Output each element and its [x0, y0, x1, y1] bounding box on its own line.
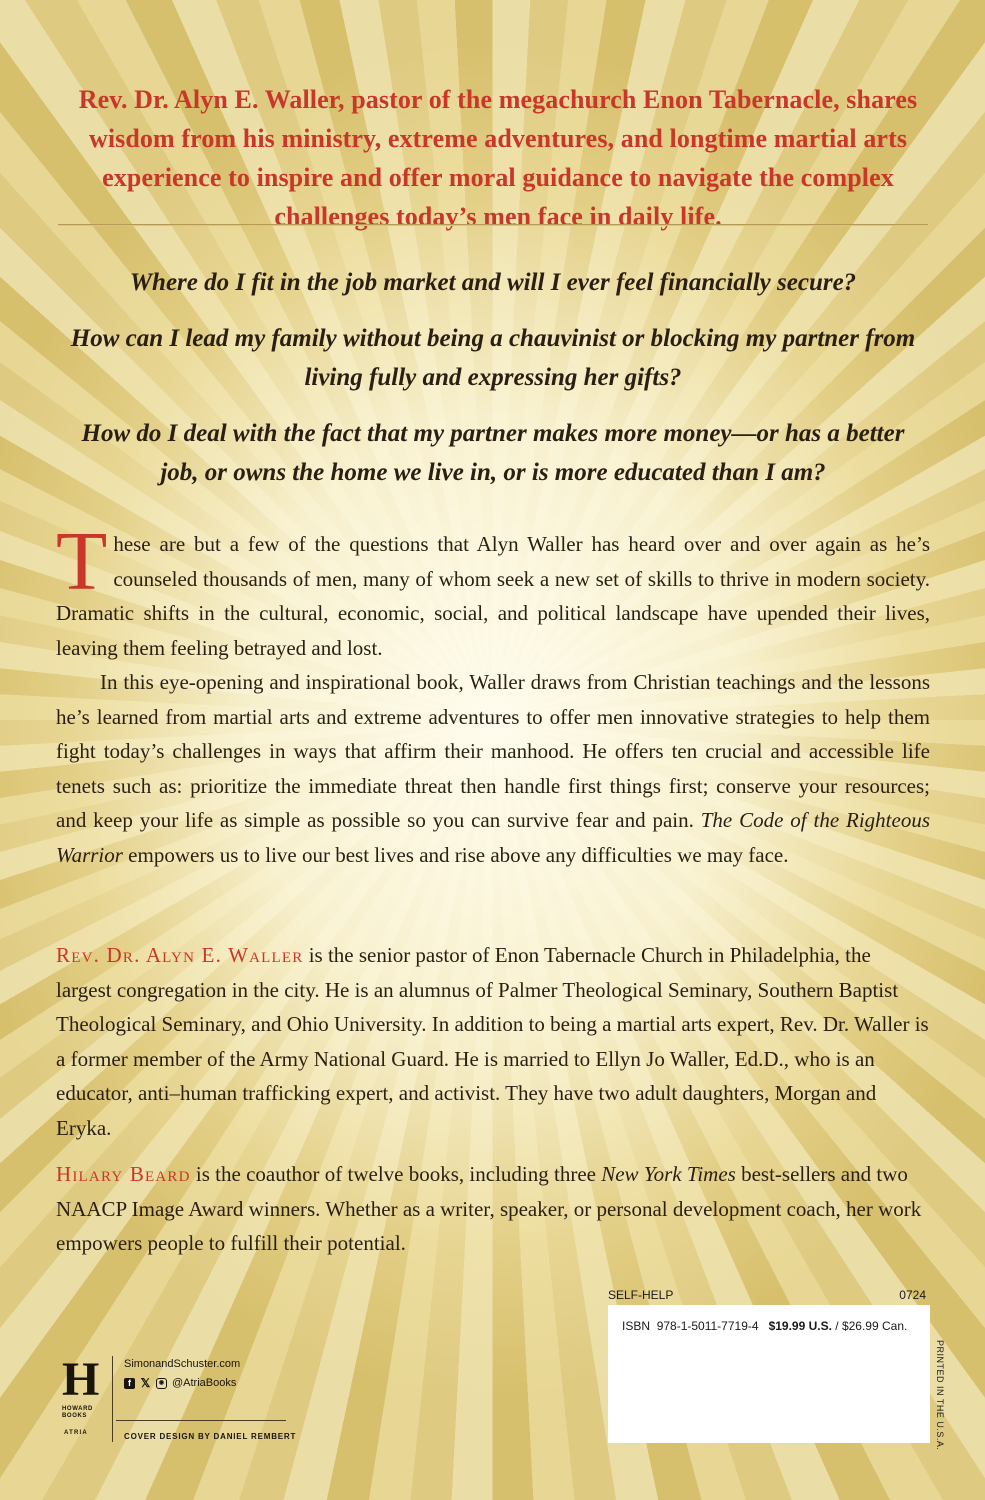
cover-design-credit: COVER DESIGN BY DANIEL REMBERT — [124, 1432, 297, 1441]
website-link[interactable]: SimonandSchuster.com — [124, 1358, 241, 1370]
description-para-1 — [56, 515, 930, 665]
bio-beard-text-end: best-sellers and two NAACP Image Award winners. Whether as a writer, speaker, or personal development coach, her work empowers people to fulfill their potential. — [56, 1162, 922, 1255]
question-2: How can I lead my family without being a chauvinist or blocking my partner from living fully and expressing her gifts? — [70, 325, 916, 391]
nyt-title: New York Times — [601, 1162, 736, 1186]
howard-books-label: HOWARD BOOKS — [62, 1406, 93, 1419]
barcode-code: 0724 — [899, 1288, 926, 1302]
author-name-waller: Rev. Dr. Alyn E. Waller — [56, 943, 304, 967]
description-para-2 — [56, 665, 930, 872]
price-us: $19.99 U.S. — [768, 1319, 832, 1333]
barcode-box — [608, 1305, 930, 1443]
bio-waller-text: is the senior pastor of Enon Tabernacle Church in Philadelphia, the largest congregation in the city. He is an alumnus of Palmer Theological Seminary, Southern Baptist Theological Seminary, and Ohio University. In addition to being a martial arts expert, Rev. Dr. Waller is a former member of the Army National Guard. He is married to Ellyn Jo Waller, Ed.D., who is an educator, anti–human trafficking expert, and activist. They have two adult daughters, Morgan and Eryka. — [56, 943, 929, 1140]
description — [56, 515, 931, 872]
book-title: The Code of the Righteous Warrior — [56, 808, 931, 867]
question-3: How do I deal with the fact that my partner makes more money—or has a better job, or owns the home we live in, or is more educated than I am? — [81, 420, 905, 486]
category-label: SELF-HELP — [608, 1288, 674, 1302]
isbn-number: 978-1-5011-7719-4 — [656, 1319, 759, 1333]
printed-in-usa: PRINTED IN THE U.S.A. — [935, 1340, 945, 1451]
question-1: Where do I fit in the job market and will I ever feel financially secure? — [129, 269, 857, 296]
barcode-header — [608, 1288, 930, 1302]
drop-cap: T — [56, 515, 108, 608]
howard-h-logo: H — [62, 1353, 100, 1406]
social-handle[interactable]: @AtriaBooks — [172, 1377, 237, 1389]
isbn-line — [622, 1319, 922, 1333]
facebook-icon[interactable]: f — [124, 1378, 135, 1389]
publisher-info — [124, 1358, 240, 1389]
author-name-beard: Hilary Beard — [56, 1162, 191, 1186]
cover-design-rule — [116, 1420, 286, 1421]
social-row — [124, 1377, 240, 1389]
isbn-label: ISBN — [622, 1319, 651, 1333]
author-bio-beard — [56, 1157, 930, 1261]
para-2-text-start: In this eye-opening and inspirational book, Waller draws from Christian teachings and the lessons he’s learned from martial arts and extreme adventures to offer men innovative strategies to help them fight today’s challenges in ways that affirm their manhood. He offers ten crucial and accessible life tenets such as: prioritize the immediate threat then handle first things first; conserve your resources; and keep your life as simple as possible so you can survive fear and pain. — [56, 670, 930, 832]
author-bio-waller — [56, 938, 930, 1145]
blurb: Rev. Dr. Alyn E. Waller, pastor of the megachurch Enon Tabernacle, shares wisdom from his ministry, extreme adventures, and longtime martial arts experience to inspire and offer moral guidance to navigate the complex challenges today’s men face in daily life. — [78, 85, 918, 231]
bio-beard-text-start: is the coauthor of twelve books, including three — [190, 1162, 602, 1186]
atria-label: ATRIA — [64, 1430, 88, 1436]
para-1-text: hese are but a few of the questions that Alyn Waller has heard over and over again as he’s counseled thousands of men, many of whom seek a new set of skills to thrive in modern society. Dramatic shifts in the cultural, economic, social, and political landscape have upended their lives, leaving them feeling betrayed and lost. — [56, 532, 930, 660]
price-can: / $26.99 Can. — [831, 1319, 908, 1333]
x-icon[interactable]: 𝕏 — [140, 1375, 151, 1390]
publisher-logo — [56, 1353, 113, 1442]
para-2-text-end: empowers us to live our best lives and rise above any difficulties we may face. — [122, 842, 789, 867]
questions-block — [68, 263, 918, 509]
divider-rule — [58, 224, 928, 226]
instagram-icon[interactable]: ◉ — [156, 1378, 167, 1389]
